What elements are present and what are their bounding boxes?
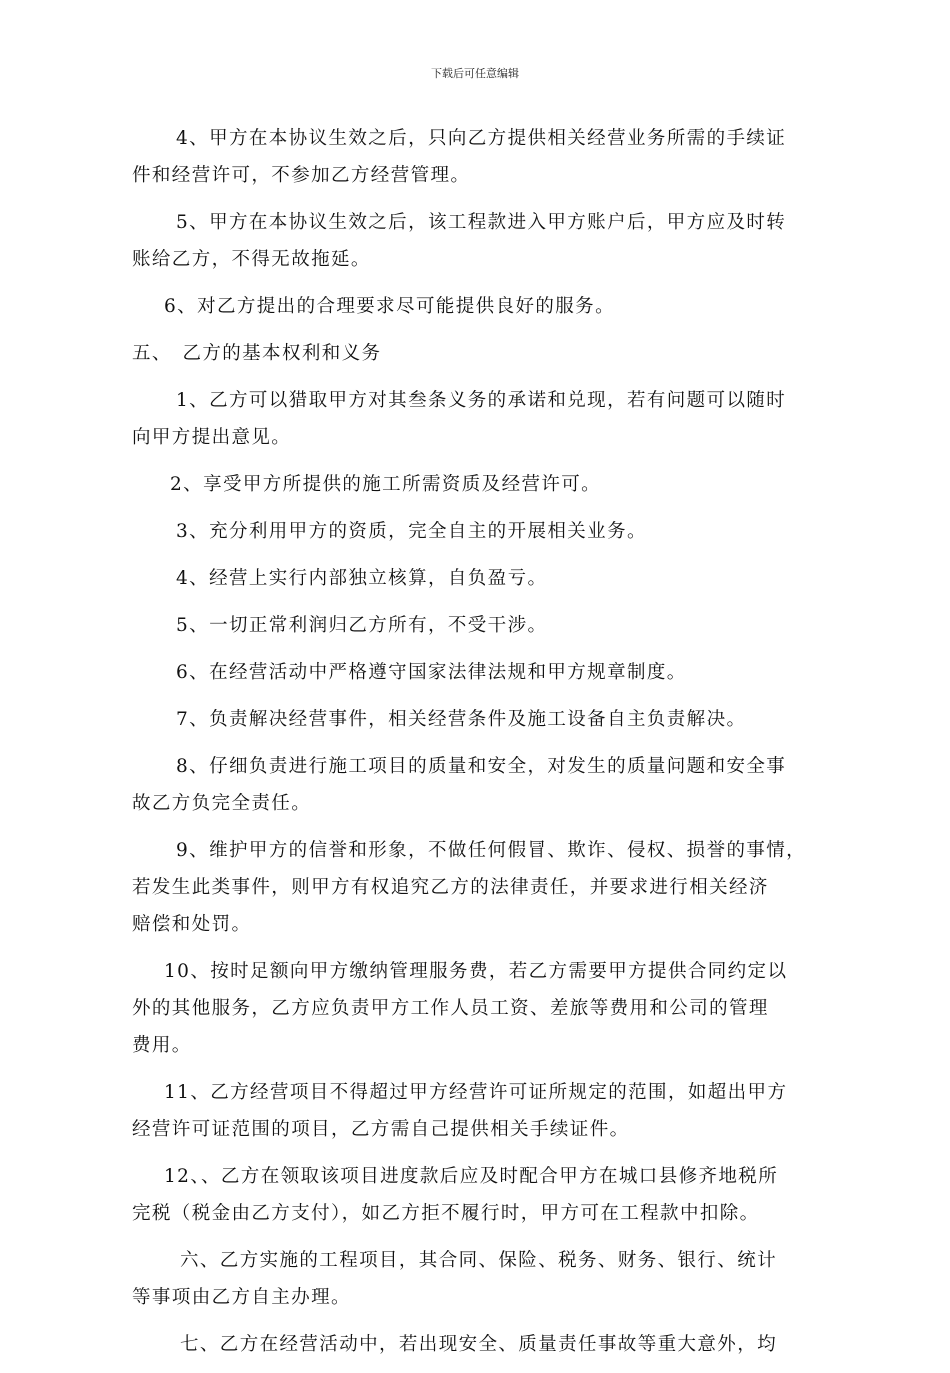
- paragraph-line: 费用。: [132, 1035, 192, 1056]
- document-body: [132, 120, 852, 1373]
- section-heading-7: [132, 1326, 852, 1363]
- section-heading-6: [132, 1242, 852, 1316]
- paragraph-6: [132, 466, 852, 503]
- paragraph-10: [132, 654, 852, 691]
- paragraph-14: [132, 953, 852, 1064]
- paragraph-11: [132, 701, 852, 738]
- paragraph-line: 5、甲方在本协议生效之后，该工程款进入甲方账户后，甲方应及时转: [176, 212, 787, 233]
- paragraph-15: [132, 1074, 852, 1148]
- paragraph-1: [132, 120, 852, 194]
- paragraph-line: 7、负责解决经营事件，相关经营条件及施工设备自主负责解决。: [176, 709, 747, 730]
- paragraph-line: 6、对乙方提出的合理要求尽可能提供良好的服务。: [164, 296, 615, 317]
- paragraph-line: 1、乙方可以猎取甲方对其叁条义务的承诺和兑现，若有问题可以随时: [176, 390, 787, 411]
- paragraph-line: 向甲方提出意见。: [132, 427, 292, 448]
- paragraph-line: 七、乙方在经营活动中，若出现安全、质量责任事故等重大意外，均: [180, 1334, 778, 1355]
- paragraph-line: 4、经营上实行内部独立核算，自负盈亏。: [176, 568, 548, 589]
- paragraph-line: 赔偿和处罚。: [132, 914, 252, 935]
- paragraph-line: 10、按时足额向甲方缴纳管理服务费，若乙方需要甲方提供合同约定以: [164, 961, 788, 982]
- paragraph-7: [132, 513, 852, 550]
- paragraph-line: 账给乙方，不得无故拖延。: [132, 249, 371, 270]
- paragraph-line: 11、乙方经营项目不得超过甲方经营许可证所规定的范围，如超出甲方: [164, 1082, 788, 1103]
- page-header: 下载后可任意编辑: [431, 67, 519, 80]
- paragraph-8: [132, 560, 852, 597]
- paragraph-line: 经营许可证范围的项目，乙方需自己提供相关手续证件。: [132, 1119, 630, 1140]
- paragraph-12: [132, 748, 852, 822]
- paragraph-line: 六、乙方实施的工程项目，其合同、保险、税务、财务、银行、统计: [180, 1250, 778, 1271]
- paragraph-3: [132, 288, 852, 325]
- paragraph-line: 故乙方负完全责任。: [132, 793, 312, 814]
- section-heading: 五、 乙方的基本权利和义务: [132, 343, 382, 364]
- paragraph-line: 外的其他服务，乙方应负责甲方工作人员工资、差旅等费用和公司的管理: [132, 998, 769, 1019]
- paragraph-2: [132, 204, 852, 278]
- paragraph-line: 12、、乙方在领取该项目进度款后应及时配合甲方在城口县修齐地税所: [164, 1166, 779, 1187]
- paragraph-line: 2、享受甲方所提供的施工所需资质及经营许可。: [170, 474, 602, 495]
- paragraph-line: 3、充分利用甲方的资质，完全自主的开展相关业务。: [176, 521, 647, 542]
- paragraph-line: 件和经营许可，不参加乙方经营管理。: [132, 165, 471, 186]
- paragraph-9: [132, 607, 852, 644]
- paragraph-line: 4、甲方在本协议生效之后，只向乙方提供相关经营业务所需的手续证: [176, 128, 787, 149]
- paragraph-line: 9、维护甲方的信誉和形象，不做任何假冒、欺诈、侵权、损誉的事情，: [176, 840, 807, 861]
- paragraph-line: 完税（税金由乙方支付），如乙方拒不履行时，甲方可在工程款中扣除。: [132, 1203, 760, 1224]
- paragraph-line: 5、一切正常利润归乙方所有，不受干涉。: [176, 615, 548, 636]
- section-heading-5: [132, 335, 852, 372]
- paragraph-line: 等事项由乙方自主办理。: [132, 1287, 351, 1308]
- paragraph-5: [132, 382, 852, 456]
- paragraph-line: 若发生此类事件，则甲方有权追究乙方的法律责任，并要求进行相关经济: [132, 877, 769, 898]
- paragraph-16: [132, 1158, 852, 1232]
- paragraph-line: 6、在经营活动中严格遵守国家法律法规和甲方规章制度。: [176, 662, 687, 683]
- paragraph-line: 8、仔细负责进行施工项目的质量和安全，对发生的质量问题和安全事: [176, 756, 787, 777]
- paragraph-13: [132, 832, 852, 943]
